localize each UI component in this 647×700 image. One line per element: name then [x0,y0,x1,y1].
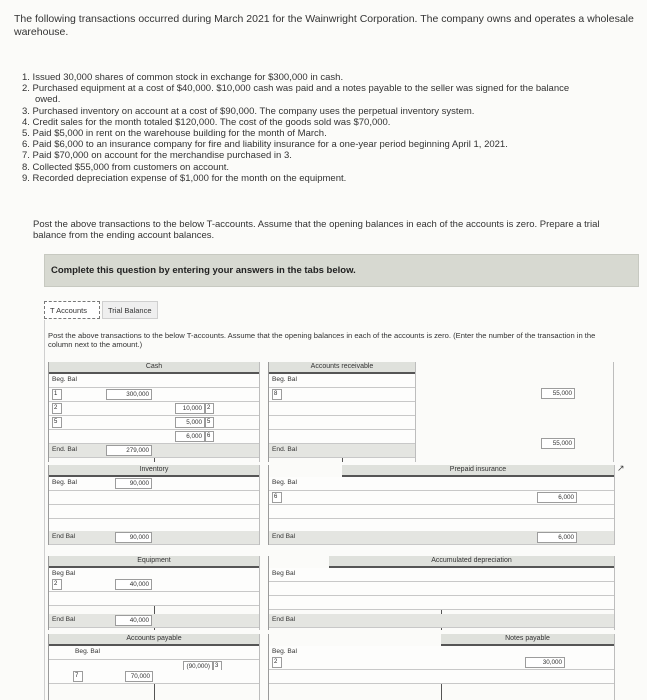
t-row [269,568,614,582]
t-row [269,505,614,519]
end-bal-label: End Bal [52,616,76,623]
t-row [269,582,614,596]
ending-balance[interactable]: 279,000 [106,445,152,456]
transaction-item: 3. Purchased inventory on account at a cost of $90,000. The company uses the perpetual inventory system. [22,105,475,117]
banner-text: Complete this question by entering your answers in the tabs below. [51,265,356,276]
end-bal-label: End. Bal [52,446,77,453]
t-row [49,505,259,519]
ref-input[interactable]: 2 [52,579,62,590]
credit-input[interactable]: 6,000 [175,431,205,442]
transaction-list [22,72,632,184]
beg-bal-label: Beg Bal [52,570,76,577]
mouse-cursor-icon: ↗ [617,463,625,473]
t-row [49,592,259,606]
debit-input[interactable]: 40,000 [115,579,152,590]
t-row [49,578,259,592]
t-account-equipment [48,556,260,630]
t-account-ar-extension [268,362,614,462]
transaction-item: 9. Recorded depreciation expense of $1,000 for the month on the equipment. [22,172,347,184]
t-row [49,388,259,402]
credit-input[interactable]: 5,000 [175,417,205,428]
end-bal-label: End Bal [272,533,296,540]
ref-input[interactable]: 6 [272,492,282,503]
t-row [49,670,259,684]
t-row [49,416,259,430]
ref-input[interactable]: 5 [52,417,62,428]
ref-input[interactable]: 3 [213,661,222,672]
ref-input[interactable]: 7 [73,671,83,682]
transaction-item: 5. Paid $5,000 in rent on the warehouse building for the month of March. [22,128,327,140]
transaction-item: 7. Paid $70,000 on account for the merchandise purchased in 3. [22,150,292,162]
transaction-item: owed. [35,94,61,106]
beg-bal-label: Beg. Bal [75,648,100,655]
credit-input[interactable]: 10,000 [175,403,205,414]
ref-input[interactable]: 8 [272,389,282,400]
transaction-item: 2. Purchased equipment at a cost of $40,000. $10,000 cash was paid and a notes payable to the seller was signed for the balance [22,83,570,95]
ending-balance[interactable]: 90,000 [115,532,152,543]
t-row [269,670,614,684]
end-bal-label: End Bal [272,616,296,623]
t-account-title: Prepaid insurance [342,465,614,477]
tab-trial-balance[interactable]: Trial Balance [102,301,158,319]
t-row [49,477,259,491]
t-account-instructions: Post the above transactions to the below T-accounts. Assume that the opening balances in each of the accounts is zero. (Enter the number of the transaction in the column next to the amount.) [48,331,596,349]
t-row [269,477,614,491]
t-account-prepaid-insurance [268,465,615,545]
t-account-title: Accounts receivable [269,362,415,374]
t-row [269,656,614,670]
beg-bal-label: Beg. Bal [52,479,77,486]
t-account-title: Notes payable [441,634,614,646]
ref-input[interactable]: 2 [272,657,282,668]
t-account-title: Accumulated depreciation [329,556,614,568]
t-account-title: Cash [49,362,259,374]
t-account-inventory [48,465,260,545]
t-account-cash [48,362,260,462]
t-account-title: Inventory [49,465,259,477]
beg-bal-label: Beg. Bal [272,479,297,486]
t-row [269,596,614,610]
debit-input[interactable]: 90,000 [115,478,152,489]
t-row [49,430,259,444]
debit-input[interactable]: 55,000 [541,388,575,399]
end-bal-label: End. Bal [272,446,297,453]
beg-bal-label: Beg. Bal [272,648,297,655]
ref-input[interactable]: 2 [205,403,214,414]
post-instructions: Post the above transactions to the below T-accounts. Assume that the opening balances in each of the accounts is zero. Prepare a trial balance from the ending account balances. [33,219,600,241]
t-row [49,444,259,458]
beg-bal-label: Beg. Bal [52,376,77,383]
t-row [49,491,259,505]
credit-input[interactable]: 30,000 [525,657,565,668]
t-account-notes-payable [268,634,615,700]
ref-input[interactable]: 2 [52,403,62,414]
t-row [269,614,614,628]
ref-input[interactable]: 5 [205,417,214,428]
t-account-title: Equipment [49,556,259,568]
debit-input[interactable]: 70,000 [125,671,153,682]
t-row [49,374,259,388]
tab-t-accounts[interactable]: T Accounts [44,301,100,319]
t-row [49,531,259,545]
t-row [269,491,614,505]
t-row [49,646,259,660]
transaction-item: 6. Paid $6,000 to an insurance company for fire and liability insurance for a one-year period beginning April 1, 2021. [22,139,508,151]
debit-input[interactable]: 300,000 [106,389,152,400]
problem-intro: The following transactions occurred during March 2021 for the Wainwright Corporation. The company owns and operates a wholesale warehouse. [14,13,634,38]
t-row [49,614,259,628]
t-account-accounts-payable [48,634,260,700]
t-account-accumulated-depreciation [268,556,615,630]
debit-input[interactable]: 6,000 [537,492,577,503]
transaction-item: 4. Credit sales for the month totaled $120,000. The cost of the goods sold was $70,000. [22,116,391,128]
transaction-item: 1. Issued 30,000 shares of common stock in exchange for $300,000 in cash. [22,72,344,83]
t-account-title: Accounts payable [49,634,259,646]
ending-balance[interactable]: 55,000 [541,438,575,449]
beg-bal-label: Beg Bal [272,570,296,577]
ref-input[interactable]: 1 [52,389,62,400]
t-row [49,402,259,416]
ending-balance[interactable]: 6,000 [537,532,577,543]
t-row [269,531,614,545]
beg-bal-label: Beg. Bal [272,376,297,383]
transaction-item: 8. Collected $55,000 from customers on account. [22,161,230,173]
ref-input[interactable]: 6 [205,431,214,442]
instruction-banner [44,254,639,287]
ending-balance[interactable]: 40,000 [115,615,152,626]
end-bal-label: End Bal [52,533,76,540]
credit-input[interactable]: (90,000) [183,661,213,672]
